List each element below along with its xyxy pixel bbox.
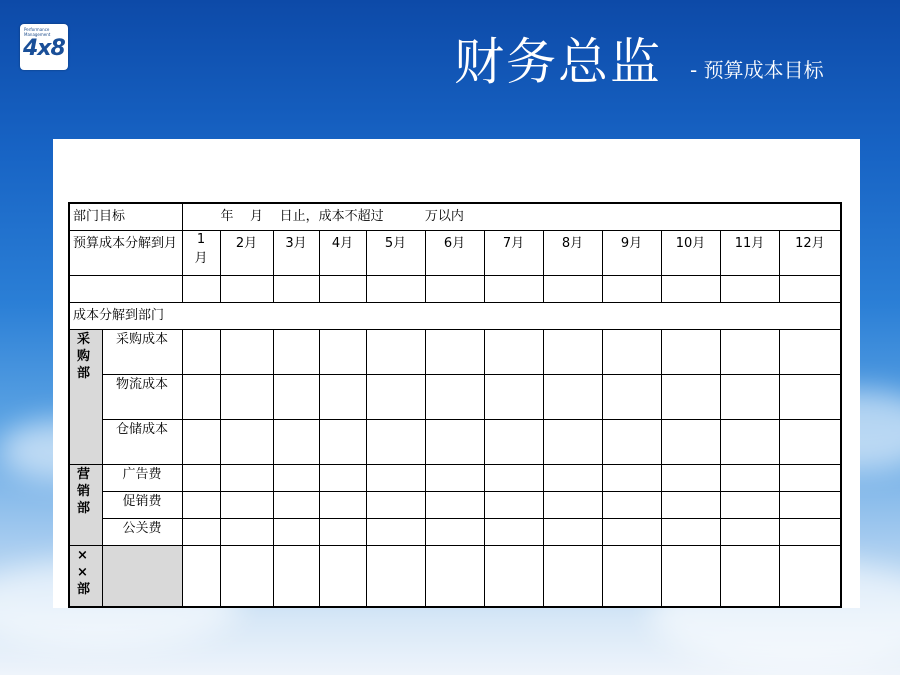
value-cell[interactable]	[543, 374, 602, 419]
month-header: 8月	[543, 230, 602, 275]
value-cell[interactable]	[220, 420, 273, 465]
value-cell[interactable]	[543, 465, 602, 492]
value-cell[interactable]	[182, 492, 220, 519]
value-cell[interactable]	[484, 492, 543, 519]
value-cell[interactable]	[484, 519, 543, 546]
value-cell[interactable]	[602, 275, 661, 302]
table-row	[69, 546, 841, 607]
value-cell[interactable]	[720, 275, 779, 302]
value-cell[interactable]	[484, 329, 543, 374]
value-cell[interactable]	[543, 492, 602, 519]
month-header: 4月	[319, 230, 366, 275]
cost-item: 采购成本	[102, 329, 182, 374]
value-cell[interactable]	[484, 420, 543, 465]
value-cell[interactable]	[602, 519, 661, 546]
value-cell[interactable]	[779, 492, 841, 519]
value-cell[interactable]	[543, 546, 602, 607]
value-cell[interactable]	[484, 374, 543, 419]
value-cell[interactable]	[319, 329, 366, 374]
value-cell[interactable]	[220, 546, 273, 607]
value-cell[interactable]	[543, 275, 602, 302]
value-cell[interactable]	[543, 329, 602, 374]
month-header-row	[69, 230, 841, 275]
value-cell[interactable]	[366, 519, 425, 546]
value-cell[interactable]	[425, 374, 484, 419]
month-header: 12月	[779, 230, 841, 275]
value-cell[interactable]	[661, 420, 720, 465]
value-cell[interactable]	[425, 329, 484, 374]
month-header: 11月	[720, 230, 779, 275]
month-header: 1月	[182, 230, 220, 275]
value-cell[interactable]	[273, 374, 319, 419]
value-cell[interactable]	[779, 519, 841, 546]
value-cell[interactable]	[220, 519, 273, 546]
month-value-row	[69, 275, 841, 302]
value-cell[interactable]	[220, 465, 273, 492]
company-logo	[20, 24, 68, 70]
value-cell[interactable]	[425, 465, 484, 492]
cost-item: 公关费	[102, 519, 182, 546]
value-cell[interactable]	[720, 492, 779, 519]
value-cell[interactable]	[182, 420, 220, 465]
value-cell[interactable]	[366, 275, 425, 302]
value-cell[interactable]	[273, 546, 319, 607]
value-cell[interactable]	[319, 374, 366, 419]
month-header: 6月	[425, 230, 484, 275]
value-cell[interactable]	[319, 420, 366, 465]
cost-item: 仓储成本	[102, 420, 182, 465]
value-cell[interactable]	[319, 546, 366, 607]
value-cell[interactable]	[366, 420, 425, 465]
value-cell[interactable]	[366, 329, 425, 374]
value-cell[interactable]	[319, 275, 366, 302]
month-header: 5月	[366, 230, 425, 275]
cost-item	[102, 546, 182, 607]
value-cell[interactable]	[661, 374, 720, 419]
value-cell[interactable]	[720, 546, 779, 607]
value-cell[interactable]	[602, 374, 661, 419]
value-cell[interactable]	[543, 519, 602, 546]
value-cell[interactable]	[779, 374, 841, 419]
slide-title: 财务总监	[454, 33, 662, 91]
value-cell[interactable]	[661, 519, 720, 546]
table-row	[69, 329, 841, 374]
value-cell[interactable]	[273, 420, 319, 465]
table-row	[69, 492, 841, 519]
value-cell[interactable]	[720, 329, 779, 374]
value-cell[interactable]	[273, 465, 319, 492]
table-row	[69, 519, 841, 546]
value-cell[interactable]	[602, 420, 661, 465]
value-cell[interactable]	[602, 329, 661, 374]
month-header: 9月	[602, 230, 661, 275]
table-row	[69, 465, 841, 492]
dept-breakdown-label: 成本分解到部门	[69, 302, 841, 329]
value-cell[interactable]	[366, 546, 425, 607]
month-header: 7月	[484, 230, 543, 275]
value-cell[interactable]	[720, 374, 779, 419]
goal-row	[69, 203, 841, 230]
cost-item: 物流成本	[102, 374, 182, 419]
value-cell[interactable]	[182, 275, 220, 302]
month-header: 10月	[661, 230, 720, 275]
logo-small-text: Performance Management	[24, 27, 51, 37]
value-cell[interactable]	[779, 275, 841, 302]
value-cell[interactable]	[366, 374, 425, 419]
value-cell[interactable]	[425, 420, 484, 465]
value-cell[interactable]	[182, 329, 220, 374]
value-cell[interactable]	[602, 492, 661, 519]
monthly-breakdown-label: 预算成本分解到月	[69, 230, 182, 275]
value-cell[interactable]	[220, 374, 273, 419]
value-cell[interactable]	[484, 275, 543, 302]
value-cell[interactable]	[602, 465, 661, 492]
value-cell[interactable]	[484, 546, 543, 607]
value-cell[interactable]	[273, 492, 319, 519]
value-cell[interactable]	[319, 492, 366, 519]
value-cell[interactable]	[273, 329, 319, 374]
value-cell[interactable]	[661, 329, 720, 374]
budget-cost-table	[68, 202, 842, 608]
value-cell[interactable]	[661, 275, 720, 302]
empty-cell	[69, 275, 182, 302]
logo-mark: 4x8	[23, 36, 65, 61]
slide-subtitle: - 预算成本目标	[690, 58, 824, 82]
value-cell[interactable]	[779, 546, 841, 607]
value-cell[interactable]	[273, 519, 319, 546]
department-name: 营销部	[69, 465, 102, 546]
goal-label: 部门目标	[69, 203, 182, 230]
value-cell[interactable]	[425, 492, 484, 519]
value-cell[interactable]	[425, 546, 484, 607]
value-cell[interactable]	[182, 519, 220, 546]
value-cell[interactable]	[366, 465, 425, 492]
value-cell[interactable]	[182, 546, 220, 607]
dept-breakdown-row	[69, 302, 841, 329]
cost-item: 促销费	[102, 492, 182, 519]
value-cell[interactable]	[220, 492, 273, 519]
cost-item: 广告费	[102, 465, 182, 492]
value-cell[interactable]	[425, 275, 484, 302]
month-header: 2月	[220, 230, 273, 275]
value-cell[interactable]	[366, 492, 425, 519]
value-cell[interactable]	[779, 420, 841, 465]
value-cell[interactable]	[182, 465, 220, 492]
table-row	[69, 374, 841, 419]
value-cell[interactable]	[661, 492, 720, 519]
value-cell[interactable]	[720, 420, 779, 465]
value-cell[interactable]	[425, 519, 484, 546]
department-name: ××部	[69, 546, 102, 607]
value-cell[interactable]	[319, 465, 366, 492]
table-row	[69, 420, 841, 465]
value-cell[interactable]	[220, 329, 273, 374]
value-cell[interactable]	[543, 420, 602, 465]
value-cell[interactable]	[319, 519, 366, 546]
value-cell[interactable]	[273, 275, 319, 302]
value-cell[interactable]	[661, 546, 720, 607]
goal-text: 年 月 日止，成本不超过 万以内	[182, 203, 841, 230]
department-name: 采购部	[69, 329, 102, 464]
value-cell[interactable]	[182, 374, 220, 419]
value-cell[interactable]	[661, 465, 720, 492]
value-cell[interactable]	[779, 329, 841, 374]
value-cell[interactable]	[484, 465, 543, 492]
value-cell[interactable]	[779, 465, 841, 492]
value-cell[interactable]	[720, 465, 779, 492]
month-header: 3月	[273, 230, 319, 275]
value-cell[interactable]	[720, 519, 779, 546]
value-cell[interactable]	[220, 275, 273, 302]
value-cell[interactable]	[602, 546, 661, 607]
